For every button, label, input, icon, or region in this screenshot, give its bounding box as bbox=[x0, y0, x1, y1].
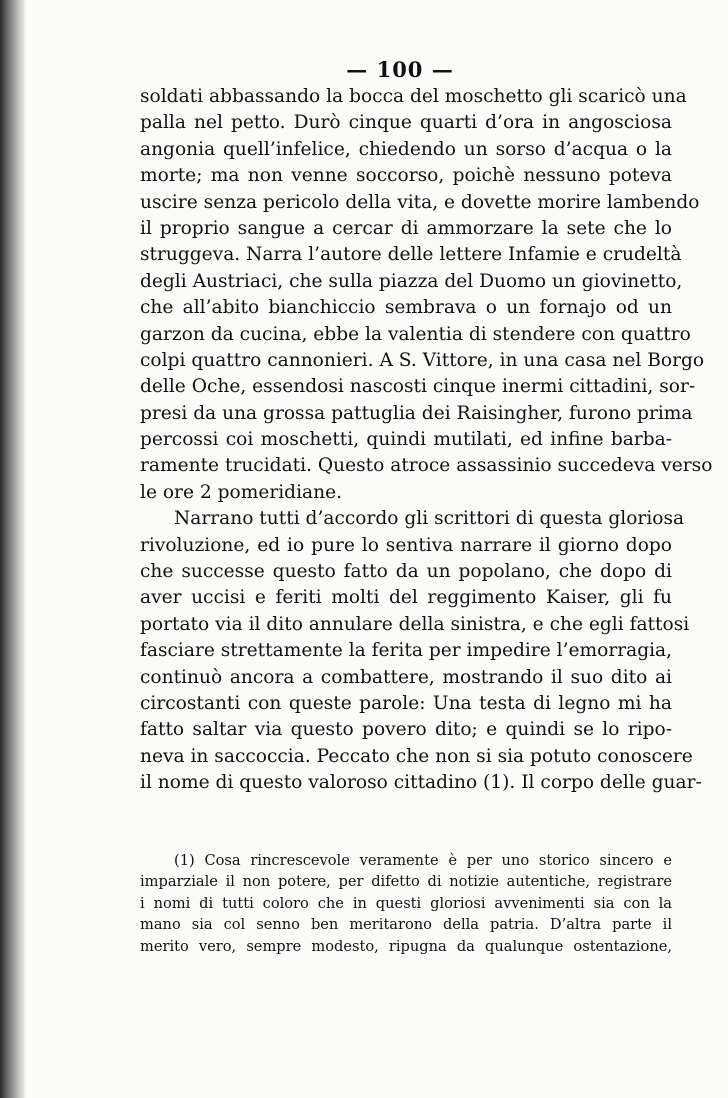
footnote bbox=[140, 850, 672, 957]
text-line: delle Oche, essendosi nascosti cinque inermi cittadini, sor- bbox=[140, 376, 696, 398]
text-line: che all’abito bianchiccio sembrava o un fornajo od un bbox=[140, 297, 672, 319]
text-line: degli Austriaci, che sulla piazza del Duomo un giovinetto, bbox=[140, 270, 683, 292]
text-line: struggeva. Narra l’autore delle lettere Infamie e crudeltà bbox=[140, 244, 682, 266]
text-line: percossi coi moschetti, quindi mutilati, ed infine barba- bbox=[140, 429, 672, 451]
text-line: che successe questo fatto da un popolano, che dopo di bbox=[140, 561, 672, 583]
footnote-line: i nomi di tutti coloro che in questi gloriosi avvenimenti sia con la bbox=[140, 894, 672, 912]
text-line: uscire senza pericolo della vita, e dovette morire lambendo bbox=[140, 191, 700, 213]
text-line: le ore 2 pomeridiane. bbox=[140, 481, 342, 503]
footnote-line: (1) Cosa rincrescevole veramente è per uno storico sincero e bbox=[174, 852, 672, 869]
text-line: continuò ancora a combattere, mostrando il suo dito ai bbox=[140, 666, 672, 688]
text-line: colpi quattro cannonieri. A S. Vittore, in una casa nel Borgo bbox=[140, 349, 705, 371]
paragraph-first-line: Narrano tutti d’accordo gli scrittori di questa gloriosa bbox=[174, 508, 685, 530]
text-line: presi da una grossa pattuglia dei Raisingher, furono prima bbox=[140, 402, 693, 424]
text-line: il nome di questo valoroso cittadino (1). Il corpo delle guar- bbox=[140, 772, 702, 794]
page-number: — 100 — bbox=[346, 57, 454, 82]
book-spine-shadow bbox=[0, 0, 26, 1098]
text-line: angonia quell’infelice, chiedendo un sorso d’acqua o la bbox=[140, 138, 672, 160]
text-line: il proprio sangue a cercar di ammorzare la sete che lo bbox=[140, 217, 672, 239]
text-line: circostanti con queste parole: Una testa di legno mi ha bbox=[140, 692, 672, 714]
text-line: rivoluzione, ed io pure lo sentiva narrare il giorno dopo bbox=[140, 534, 672, 556]
body-text bbox=[140, 84, 713, 797]
text-line: fasciare strettamente la ferita per impedire l’emorragia, bbox=[140, 640, 673, 662]
text-line: garzon da cucina, ebbe la valentia di stendere con quattro bbox=[140, 323, 691, 345]
footnote-line: imparziale il non potere, per difetto di notizie autentiche, registrare bbox=[140, 873, 672, 891]
footnote-line: merito vero, sempre modesto, ripugna da qualunque ostentazione, bbox=[140, 937, 672, 955]
text-line: fatto saltar via questo povero dito; e quindi se lo ripo- bbox=[140, 719, 672, 741]
text-line: neva in saccoccia. Peccato che non si sia potuto conoscere bbox=[140, 745, 693, 767]
text-line: portato via il dito annulare della sinistra, e che egli fattosi bbox=[140, 613, 690, 635]
text-line: palla nel petto. Durò cinque quarti d’ora in angosciosa bbox=[140, 112, 672, 134]
text-line: morte; ma non venne soccorso, poichè nessuno poteva bbox=[140, 165, 672, 187]
footnote-line: mano sia col senno ben meritarono della patria. D’altra parte il bbox=[140, 916, 672, 934]
text-line: ramente trucidati. Questo atroce assassinio succedeva verso bbox=[140, 455, 713, 477]
text-line: soldati abbassando la bocca del moschetto gli scaricò una bbox=[140, 86, 687, 107]
text-line: aver uccisi e feriti molti del reggimento Kaiser, gli fu bbox=[140, 587, 672, 609]
